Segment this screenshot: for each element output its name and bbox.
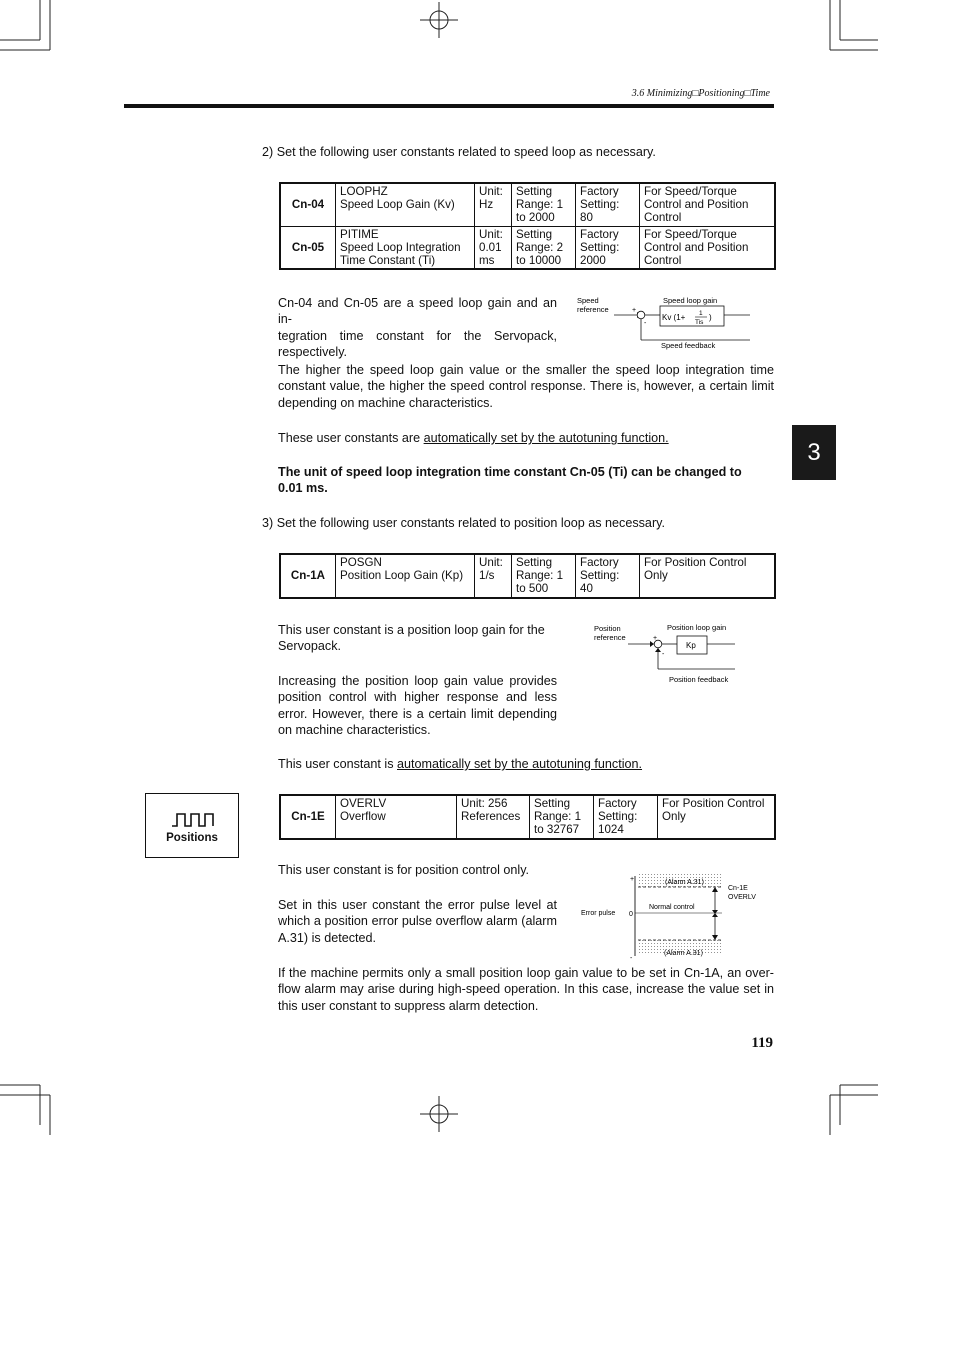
applies-text: For Position Control [662,797,765,810]
overlv-label: OVERLV [728,894,756,901]
step2-intro: 2) Set the following user constants related to speed loop as necessary. [262,145,656,159]
alarm-bottom-label: (Alarm A.31) [664,950,703,957]
text-line: Servopack. [278,639,341,654]
header-rule [124,104,774,108]
pulse-train-icon [171,812,215,828]
range-text: to 2000 [516,211,555,225]
error-pulse-label: Error pulse [581,910,616,917]
plus-sign: + [653,635,658,642]
applies-text: Control and Position [644,240,749,254]
plus-sign: + [632,307,637,314]
range-text: Setting [516,185,553,198]
unit-value: 1/s [479,569,495,583]
para-bold-note [278,464,774,497]
speed-ref-label: Speed [577,296,599,305]
text-line: 0.01 ms. [278,481,328,496]
factory-value: 2000 [580,254,606,268]
chapter-number: 3 [807,439,821,466]
constant-symbol: POSGN [340,556,382,569]
applies-text: Control and Position [644,198,749,212]
table-row [280,183,775,226]
applies-text: Control [644,254,682,268]
range-text: Setting [516,227,553,241]
overflow-table [279,794,776,840]
para-position-gain [278,622,558,655]
range-text: to 10000 [516,254,562,268]
applies-text: Control [644,211,682,225]
text-line: depending on machine characteristics. [278,395,493,410]
factory-text: Setting: [598,810,638,824]
speed-block-text: Kv (1+ [662,313,686,322]
text-line: If the machine permits only a small position loop gain value to be set in Cn-1A, an over- [278,966,774,980]
page-number: 119 [751,1035,773,1051]
speed-feedback-label: Speed feedback [661,341,716,350]
position-feedback-label: Position feedback [669,675,729,684]
constant-symbol: OVERLV [340,797,387,810]
cn1e-label: Cn-1E [728,885,748,892]
constant-name: Position Loop Gain (Kp) [340,569,464,583]
factory-text: Setting: [580,240,620,254]
speed-frac-num: 1 [699,310,703,317]
zero-label: 0 [629,911,633,918]
position-gain-label: Position loop gain [667,623,727,632]
para-autotune-1 [278,430,669,446]
unit-value: ms [479,254,495,268]
text-line: respectively. [278,344,348,359]
factory-text: Setting: [580,198,620,212]
minus-sign: - [644,320,647,327]
range-text: to 32767 [534,823,580,837]
position-ref-label: Position [594,624,621,633]
range-text: to 500 [516,582,549,596]
range-text: Setting [534,797,571,810]
text-line: constant value, the higher the speed control response. There is, however, a certain limit [278,379,774,394]
range-text: Range: 1 [516,198,564,212]
unit-value: References [461,810,521,824]
text-line: A.31) is detected. [278,930,377,945]
alarm-top-label: (Alarm A.31) [665,879,704,886]
unit-label: Unit: [479,556,503,569]
factory-text: Factory [580,556,619,569]
text-span: These user constants are [278,431,424,445]
position-ref-label: reference [594,633,626,642]
unit-label: Unit: 256 [461,797,508,810]
table-row [280,795,775,839]
text-line: The higher the speed loop gain value or the smaller the speed loop integration time [278,363,774,377]
table-row [280,226,775,269]
positions-box [145,793,239,858]
para-higher-gain [278,362,774,411]
minus-sign: - [662,651,665,658]
applies-text: For Speed/Torque [644,185,737,198]
para-cn04-cn05 [278,295,557,360]
factory-value: 80 [580,211,593,225]
applies-text: Only [662,810,686,824]
unit-label: Unit: [479,185,503,198]
para-increasing [278,673,557,738]
plus-sign: + [630,876,635,883]
constant-code: Cn-05 [280,226,336,269]
chapter-tab [792,425,836,480]
step3-intro: 3) Set the following user constants related to position loop as necessary. [262,516,665,530]
text-line: tegration time constant for the Servopack, [278,328,557,343]
speed-constants-table [279,182,776,270]
speed-frac-den: Tis [695,319,704,326]
position-gain-table [279,553,776,599]
running-title: 3.6 Minimizing□Positioning□Time [631,88,770,99]
error-pulse-diagram [578,870,768,962]
constant-symbol: LOOPHZ [340,185,388,198]
range-text: Range: 1 [516,569,564,583]
speed-close-paren: ) [709,313,712,322]
constant-symbol: PITIME [340,227,379,241]
text-line: This user constant is a position loop gain for the [278,623,545,637]
text-line: The unit of speed loop integration time constant Cn-05 (Ti) can be changed to [278,465,742,479]
table-row [280,554,775,598]
unit-value: Hz [479,198,494,212]
para-machine-permits [278,965,774,1014]
applies-text: Only [644,569,668,583]
factory-text: Factory [580,227,619,241]
range-text: Range: 2 [516,240,564,254]
text-line: Cn-04 and Cn-05 are a speed loop gain and an in- [278,296,557,327]
positions-label: Positions [166,832,218,844]
factory-value: 40 [580,582,593,596]
applies-text: For Position Control [644,556,747,569]
para-autotune-2 [278,756,642,772]
text-line: error. However, there is a certain limit depending [278,706,557,721]
factory-value: 1024 [598,823,624,837]
text-line: Increasing the position loop gain value provides [278,674,557,688]
constant-code: Cn-1A [280,554,336,598]
text-line: on machine characteristics. [278,722,431,737]
position-block-text: Kp [686,641,696,650]
factory-text: Factory [598,797,637,810]
unit-value: 0.01 [479,240,502,254]
applies-text: For Speed/Torque [644,227,737,241]
text-line: Set in this user constant the error pulse level at [278,898,557,912]
normal-control-label: Normal control [649,904,695,911]
constant-name: Time Constant (Ti) [340,254,436,268]
minus-sign: - [630,955,633,962]
constant-name: Speed Loop Integration [340,240,461,254]
constant-name: Overflow [340,810,386,824]
text-line: flow alarm may arise during high-speed operation. In this case, increase the value set in [278,982,774,997]
constant-code: Cn-1E [280,795,336,839]
position-loop-diagram [592,620,742,688]
range-text: Range: 1 [534,810,582,824]
unit-label: Unit: [479,227,503,241]
text-span: This user constant is [278,757,397,771]
speed-ref-label: reference [577,305,609,314]
range-text: Setting [516,556,553,569]
para-set-pulse [278,897,557,946]
text-line: position control with higher response and less [278,690,557,705]
factory-text: Factory [580,185,619,198]
text-line: this user constant to suppress alarm detection. [278,998,539,1013]
autotuning-reference: automatically set by the autotuning function. [423,431,669,445]
autotuning-reference: automatically set by the autotuning function. [397,757,643,771]
speed-loop-diagram [574,292,759,354]
constant-code: Cn-04 [280,183,336,226]
factory-text: Setting: [580,569,620,583]
constant-name: Speed Loop Gain (Kv) [340,198,455,212]
speed-gain-label: Speed loop gain [663,296,718,305]
text-line: which a position error pulse overflow alarm (alarm [278,914,557,929]
para-position-only: This user constant is for position control only. [278,863,530,877]
